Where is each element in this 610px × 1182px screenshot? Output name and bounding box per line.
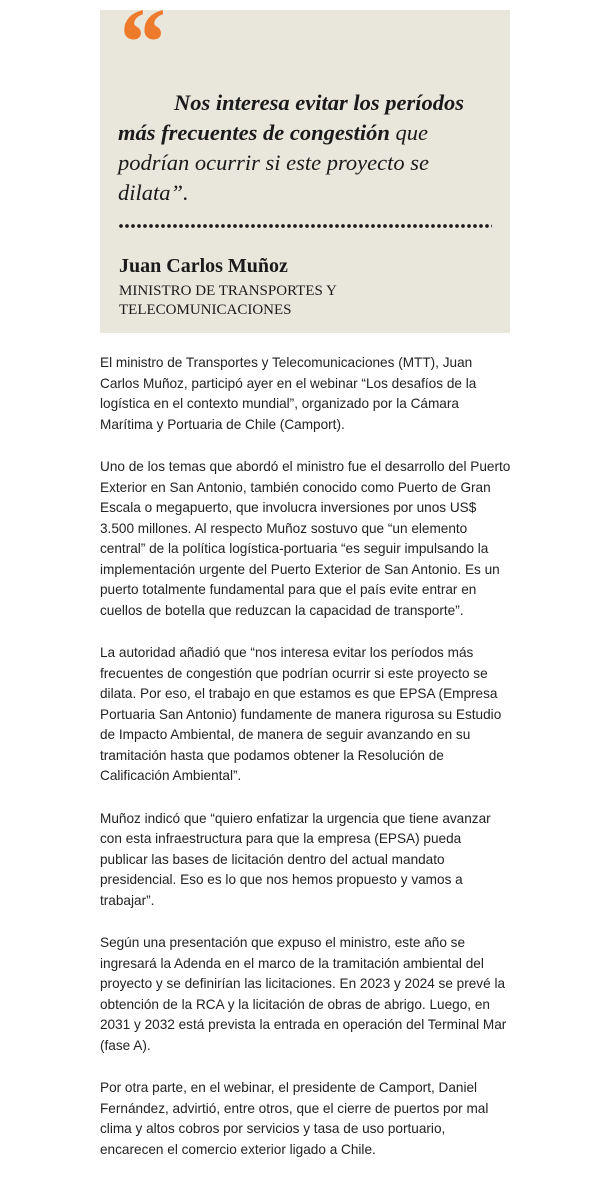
article-paragraph: Uno de los temas que abordó el ministro fue el desarrollo del Puerto Exterior en San Antonio, también conocido como Puerto de Gran Escala o megapuerto, que involucra inversiones por unos US$ 3.500 millones. Al respecto Muñoz sostuvo que “un elemento central” de la política logística-portuaria “es seguir impulsando la implementación urgente del Puerto Exterior de San Antonio. Es un puerto totalmente fundamental para que el país evite entrar en cuellos de botella que reduzcan la capacidad de transporte”. — [100, 459, 511, 618]
pull-quote-box — [100, 0, 510, 333]
pull-quote-rest-text: que podrían ocurrir si este proyecto se dilata”. — [118, 120, 430, 205]
article-paragraph: La autoridad añadió que “nos interesa evitar los períodos más frecuentes de congestión que podrían ocurrir si este proyecto se dilata. Por eso, el trabajo en que estamos es que EPSA (Empresa Portuaria San Antonio) fundamente de manera rigurosa su Estudio de Impacto Ambiental, de manera de seguir avanzando en su tramitación hasta que podamos obtener la Resolución de Calificación Ambiental”. — [100, 645, 502, 783]
article-paragraph: Según una presentación que expuso el ministro, este año se ingresará la Adenda en el marco de la tramitación ambiental del proyecto y se definirían las licitaciones. En 2023 y 2024 se prevé la obtención de la RCA y la licitación de obras de abrigo. Luego, en 2031 y 2032 está prevista la entrada en operación del Terminal Mar (fase A). — [100, 935, 507, 1053]
article-paragraph: Por otra parte, en el webinar, el presidente de Camport, Daniel Fernández, advirtió, entre otros, que el cierre de puertos por mal clima y altos cobros por servicios y tasa de uso portuario, encarecen el comercio exterior ligado a Chile. — [100, 1080, 489, 1157]
article-paragraph: Muñoz indicó que “quiero enfatizar la urgencia que tiene avanzar con esta infraestructura para que la empresa (EPSA) pueda publicar las bases de licitación dentro del actual mandato presidencial. Eso es lo que nos hemos propuesto y vamos a trabajar”. — [100, 810, 491, 908]
pull-quote-bold-text: Nos interesa evitar los períodos más frecuentes de congestión — [118, 90, 464, 145]
dotted-divider — [118, 223, 492, 229]
quote-author-name: Juan Carlos Muñoz — [119, 255, 288, 277]
article-paragraph: El ministro de Transportes y Telecomunicaciones (MTT), Juan Carlos Muñoz, participó ayer en el webinar “Los desafíos de la logística en el contexto mundial”, organizado por la Cámara Marítima y Portuaria de Chile (Camport). — [100, 355, 477, 432]
article-body — [100, 353, 512, 1182]
quote-author-role: MINISTRO DE TRANSPORTES Y TELECOMUNICACIONES — [119, 283, 337, 318]
quote-mark-icon: “ — [115, 0, 164, 97]
pull-quote-text — [118, 88, 493, 208]
